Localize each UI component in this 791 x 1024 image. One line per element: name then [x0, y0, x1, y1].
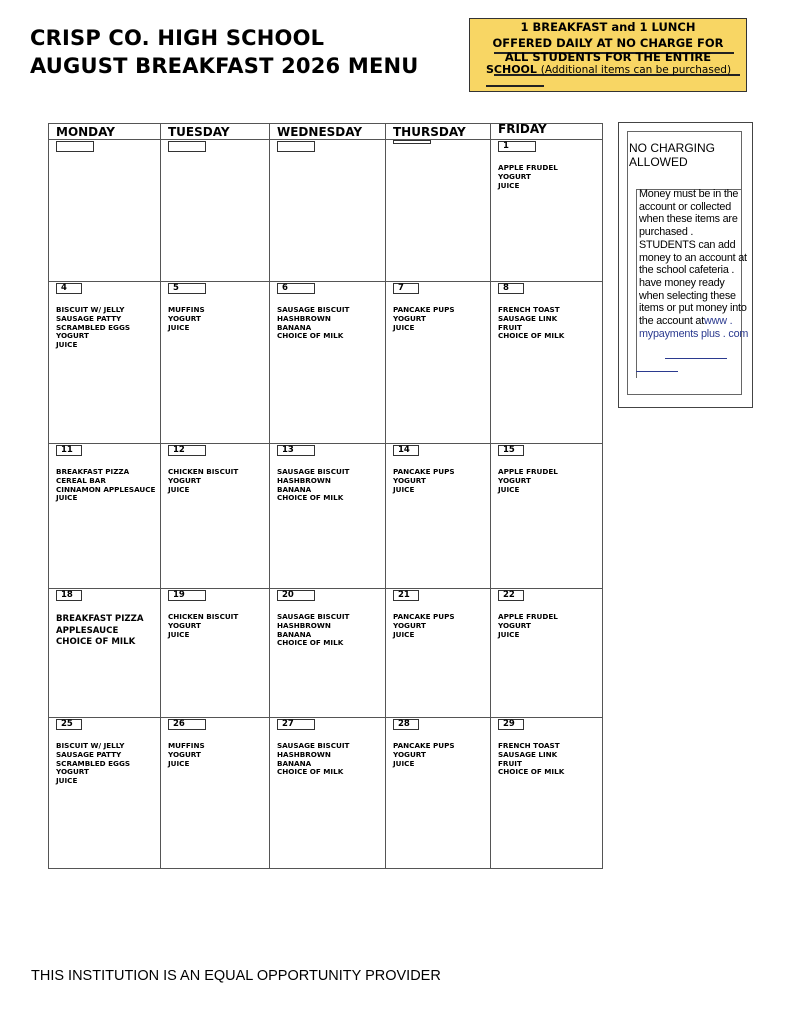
calendar-day-cell [161, 444, 270, 589]
calendar-day-cell [49, 589, 161, 718]
day-number: 5 [168, 283, 206, 294]
menu-items [56, 614, 158, 649]
menu-item: SAUSAGE BISCUIT [277, 741, 350, 750]
menu-items [56, 742, 158, 786]
day-number [168, 141, 206, 152]
calendar-day-cell [386, 718, 491, 869]
menu-items [498, 468, 600, 494]
notice-line: OFFERED DAILY AT NO CHARGE FOR [492, 36, 724, 50]
menu-item: JUICE [56, 776, 78, 786]
strike-line [486, 85, 544, 87]
menu-item: HASHBROWN [277, 313, 331, 323]
calendar-day-cell [270, 589, 386, 718]
menu-item: FRENCH TOAST [498, 305, 560, 314]
weekday-header: THURSDAY [386, 124, 491, 140]
calendar-day-cell [386, 282, 491, 444]
calendar-week-row [49, 444, 603, 589]
menu-item: JUICE [168, 758, 190, 768]
calendar-day-cell [491, 282, 603, 444]
menu-item: FRUIT [498, 758, 522, 768]
menu-item: BREAKFAST PIZZA [56, 614, 144, 624]
menu-item: BANANA [277, 629, 312, 639]
menu-item: CHOICE OF MILK [56, 637, 136, 648]
menu-item: APPLE FRUDEL [498, 163, 558, 172]
menu-item: YOGURT [498, 620, 531, 630]
menu-items [277, 613, 383, 648]
weekday-header: FRIDAY [491, 124, 603, 140]
school-name: CRISP CO. HIGH SCHOOL [30, 26, 325, 50]
menu-item: SCRAMBLED EGGS [56, 322, 131, 332]
menu-item: HASHBROWN [277, 749, 331, 759]
menu-item: CHOICE OF MILK [277, 331, 344, 341]
menu-item: BANANA [277, 758, 312, 768]
menu-item: PANCAKE PUPS [393, 467, 455, 476]
menu-item: JUICE [498, 180, 520, 190]
menu-item: YOGURT [56, 767, 89, 777]
calendar-day-cell [270, 282, 386, 444]
menu-item: APPLE FRUDEL [498, 467, 558, 476]
menu-item: JUICE [498, 629, 520, 639]
day-number: 15 [498, 445, 524, 456]
menu-items [168, 468, 267, 494]
weekday-header-row [49, 124, 603, 140]
money-info [636, 188, 749, 378]
menu-item: PANCAKE PUPS [393, 741, 455, 750]
calendar-day-cell [386, 140, 491, 282]
no-charging-notice: NO CHARGING ALLOWED [629, 141, 716, 169]
menu-item: HASHBROWN [277, 620, 331, 630]
notice-school-word: SCHOOL [486, 63, 537, 76]
calendar-day-cell [270, 444, 386, 589]
menu-items [393, 468, 488, 494]
day-number: 4 [56, 283, 82, 294]
menu-item: SAUSAGE BISCUIT [277, 467, 350, 476]
day-number: 7 [393, 283, 419, 294]
day-number: 8 [498, 283, 524, 294]
menu-title: AUGUST BREAKFAST 2026 MENU [30, 54, 419, 78]
menu-items [168, 306, 267, 332]
menu-items [277, 742, 383, 777]
weekday-header: WEDNESDAY [270, 124, 386, 140]
menu-items [498, 164, 600, 190]
menu-items [393, 613, 488, 639]
menu-item: FRUIT [498, 322, 522, 332]
calendar-day-cell [491, 140, 603, 282]
menu-item: BISCUIT W/ JELLY [56, 305, 125, 314]
menu-item: JUICE [168, 629, 190, 639]
menu-item: CHOICE OF MILK [498, 331, 565, 341]
menu-item: JUICE [393, 758, 415, 768]
menu-item: CHOICE OF MILK [277, 767, 344, 777]
menu-item: BANANA [277, 484, 312, 494]
calendar-day-cell [161, 718, 270, 869]
page-title [30, 24, 419, 80]
menu-item: JUICE [498, 484, 520, 494]
calendar-week-row [49, 589, 603, 718]
calendar-day-cell [270, 140, 386, 282]
menu-item: PANCAKE PUPS [393, 612, 455, 621]
day-number: 25 [56, 719, 82, 730]
menu-item: JUICE [393, 322, 415, 332]
menu-item: FRENCH TOAST [498, 741, 560, 750]
menu-item: BANANA [277, 322, 312, 332]
menu-items [277, 468, 383, 503]
calendar-week-row [49, 140, 603, 282]
link-underline [636, 371, 678, 372]
menu-item: CHOICE OF MILK [277, 493, 344, 503]
menu-items [393, 306, 488, 332]
notice-line: ALL STUDENTS FOR THE ENTIRE [504, 50, 712, 64]
calendar-week-row [49, 282, 603, 444]
day-number: 27 [277, 719, 315, 730]
free-meal-notice [469, 18, 747, 92]
menu-item: YOGURT [56, 331, 89, 341]
menu-item: SCRAMBLED EGGS [56, 758, 131, 768]
menu-calendar [48, 123, 603, 869]
menu-item: YOGURT [168, 749, 201, 759]
menu-item: JUICE [56, 340, 78, 350]
menu-items [168, 613, 267, 639]
menu-items [498, 613, 600, 639]
menu-items [56, 468, 158, 503]
day-number: 26 [168, 719, 206, 730]
menu-items [56, 306, 158, 350]
menu-item: JUICE [393, 629, 415, 639]
menu-item: YOGURT [168, 313, 201, 323]
calendar-day-cell [49, 444, 161, 589]
calendar-day-cell [491, 444, 603, 589]
day-number: 12 [168, 445, 206, 456]
calendar-day-cell [161, 282, 270, 444]
menu-items [498, 742, 600, 777]
day-number: 18 [56, 590, 82, 601]
menu-item: CHOICE OF MILK [498, 767, 565, 777]
menu-item: JUICE [56, 493, 78, 503]
menu-item: SAUSAGE LINK [498, 313, 558, 323]
menu-item: PANCAKE PUPS [393, 305, 455, 314]
day-number: 11 [56, 445, 82, 456]
menu-items [393, 742, 488, 768]
notice-additional-items: (Additional items can be purchased) [540, 64, 732, 76]
menu-item: APPLE FRUDEL [498, 612, 558, 621]
menu-item: JUICE [168, 322, 190, 332]
menu-item: JUICE [393, 484, 415, 494]
calendar-week-row [49, 718, 603, 869]
weekday-header: TUESDAY [161, 124, 270, 140]
menu-item: BREAKFAST PIZZA [56, 467, 130, 476]
menu-item: YOGURT [498, 171, 531, 181]
day-number: 1 [498, 141, 536, 152]
calendar-day-cell [49, 140, 161, 282]
menu-item: MUFFINS [168, 305, 205, 314]
menu-item: CHICKEN BISCUIT [168, 467, 239, 476]
menu-item: SAUSAGE PATTY [56, 313, 122, 323]
menu-item: YOGURT [168, 620, 201, 630]
calendar-day-cell [270, 718, 386, 869]
menu-items [277, 306, 383, 341]
menu-item: YOGURT [393, 313, 426, 323]
day-number [393, 140, 431, 144]
notice-line [486, 63, 731, 76]
calendar-day-cell [386, 589, 491, 718]
day-number: 22 [498, 590, 524, 601]
menu-item: MUFFINS [168, 741, 205, 750]
payment-website-link[interactable]: www . mypayments plus . com [639, 315, 749, 340]
day-number: 21 [393, 590, 419, 601]
money-info-text: Money must be in the account or collected when these items are purchased . STUDENTS can add money to an account at the school cafeteria . have money ready when selecting these items or put money into the account atwww . mypayments plus . com [639, 188, 749, 340]
menu-item: JUICE [168, 484, 190, 494]
notice-line: 1 BREAKFAST and 1 LUNCH [520, 20, 696, 34]
menu-items [168, 742, 267, 768]
menu-item: YOGURT [393, 475, 426, 485]
equal-opportunity-footer: THIS INSTITUTION IS AN EQUAL OPPORTUNITY PROVIDER [31, 968, 441, 984]
day-number [277, 141, 315, 152]
day-number: 29 [498, 719, 524, 730]
day-number: 13 [277, 445, 315, 456]
link-underline [665, 358, 727, 359]
payment-info-box [618, 122, 753, 408]
menu-item: SAUSAGE BISCUIT [277, 612, 350, 621]
menu-item: SAUSAGE BISCUIT [277, 305, 350, 314]
menu-item: YOGURT [393, 620, 426, 630]
menu-item: YOGURT [498, 475, 531, 485]
day-number: 19 [168, 590, 206, 601]
day-number: 28 [393, 719, 419, 730]
menu-item: CEREAL BAR [56, 475, 106, 485]
calendar-day-cell [49, 718, 161, 869]
menu-item: SAUSAGE PATTY [56, 749, 122, 759]
menu-item: HASHBROWN [277, 475, 331, 485]
menu-item: BISCUIT W/ JELLY [56, 741, 125, 750]
menu-item: YOGURT [168, 475, 201, 485]
calendar-day-cell [49, 282, 161, 444]
day-number: 6 [277, 283, 315, 294]
menu-item: CHOICE OF MILK [277, 638, 344, 648]
weekday-header: MONDAY [49, 124, 161, 140]
calendar-day-cell [161, 140, 270, 282]
day-number: 14 [393, 445, 419, 456]
menu-items [498, 306, 600, 341]
menu-item: YOGURT [393, 749, 426, 759]
day-number: 20 [277, 590, 315, 601]
calendar-day-cell [161, 589, 270, 718]
menu-item: SAUSAGE LINK [498, 749, 558, 759]
menu-item: CHICKEN BISCUIT [168, 612, 239, 621]
menu-item: CINNAMON APPLESAUCE [56, 484, 156, 494]
day-number [56, 141, 94, 152]
calendar-day-cell [386, 444, 491, 589]
calendar-day-cell [491, 718, 603, 869]
menu-item: APPLESAUCE [56, 625, 119, 636]
calendar-day-cell [491, 589, 603, 718]
